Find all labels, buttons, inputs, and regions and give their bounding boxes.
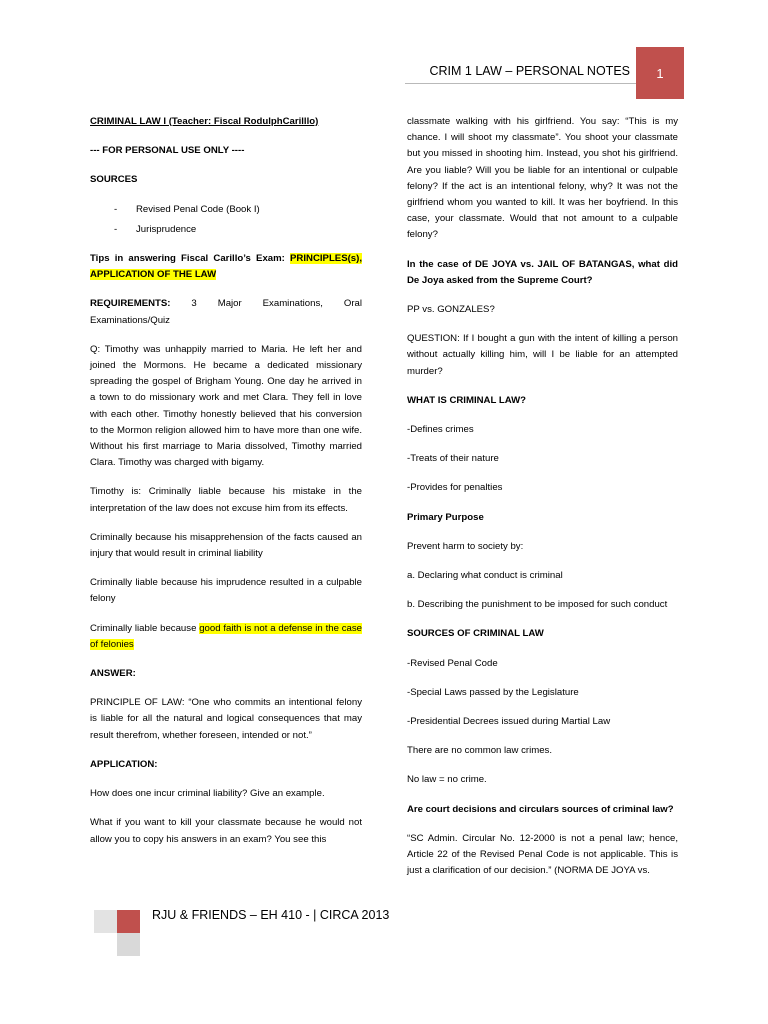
gun-question: QUESTION: If I bought a gun with the intent of killing a person without actually killing him, will I be liable for an attempted murder? [407, 333, 678, 377]
page-number: 1 [656, 65, 664, 81]
continuation-paragraph: classmate walking with his girlfriend. You say: “This is my chance. I will shoot my classmate”. You shoot your classmate but you missed in shooting him. Instead, you shot his girlfriend. Are you liable? Will you be liable for an intentional or culpable felony? If the act is an intentional felony, why? It was not the girlfriend whom you wanted to kill. It was her boyfriend. In this case, your classmate. Would that not amount to a culpable felony? [407, 116, 678, 241]
answer-option-3: Criminally liable because his imprudence resulted in a culpable felony [90, 577, 362, 605]
definition-item: -Treats of their nature [407, 453, 499, 465]
sc-circular: “SC Admin. Circular No. 12-2000 is not a penal law; hence, Article 22 of the Revised Penal Code is not applicable. This is just a clarification of our decision.” (NORMA DE JOYA vs. [407, 832, 678, 877]
footer-square-gray-1 [94, 910, 117, 933]
purpose-b: b. Describing the punishment to be imposed for such conduct [407, 599, 668, 611]
sources-of-criminal-law-heading: SOURCES OF CRIMINAL LAW [407, 628, 544, 640]
footer-square-gray-2 [117, 933, 140, 956]
answer-option-1: Timothy is: Criminally liable because his mistake in the interpretation of the law does not excuse him from its effects. [90, 486, 362, 514]
de-joya-question: In the case of DE JOYA vs. JAIL OF BATANGAS, what did De Joya asked from the Supreme Court? [407, 258, 678, 286]
header-divider [405, 83, 636, 84]
pp-gonzales: PP vs. GONZALES? [407, 304, 495, 316]
source-item: -Presidential Decrees issued during Martial Law [407, 716, 611, 728]
requirements [90, 296, 362, 328]
sources-list [90, 202, 362, 238]
exam-tips [90, 251, 362, 283]
sources-heading: SOURCES [90, 174, 138, 186]
primary-purpose-heading: Primary Purpose [407, 511, 484, 523]
exam-tips-highlight: PRINCIPLES(s), APPLICATION OF THE LAW [90, 253, 362, 281]
list-item: - Revised Penal Code (Book I) [90, 202, 362, 218]
requirements-label: REQUIREMENTS: [90, 298, 171, 310]
what-is-criminal-law-heading: WHAT IS CRIMINAL LAW? [407, 394, 527, 406]
answer-option-4-text: Criminally liable because [90, 622, 200, 634]
no-common-law: There are no common law crimes. [407, 745, 553, 757]
how-question: How does one incur criminal liability? Give an example. [90, 788, 325, 800]
definition-item: -Provides for penalties [407, 482, 503, 494]
purpose-a: a. Declaring what conduct is criminal [407, 570, 563, 582]
footer-text: RJU & FRIENDS – EH 410 - | CIRCA 2013 [152, 908, 390, 922]
source-item: -Revised Penal Code [407, 657, 498, 669]
answer-option-2: Criminally because his misapprehension of the facts caused an injury that would result in criminal liability [90, 531, 362, 560]
prevent-harm: Prevent harm to society by: [407, 540, 524, 552]
answer-heading: ANSWER: [90, 668, 136, 680]
answer-option-4-highlight: good faith is not a defense in the case of felonies [90, 622, 362, 650]
right-column [407, 114, 678, 893]
course-title: CRIMINAL LAW I (Teacher: Fiscal RodulphCarilllo) [90, 116, 319, 127]
exam-tips-label: Tips in answering Fiscal Carillo’s Exam: [90, 253, 291, 265]
source-item: -Special Laws passed by the Legislature [407, 686, 579, 698]
no-law-no-crime: No law = no crime. [407, 774, 487, 786]
left-column [90, 114, 362, 861]
what-if-paragraph: What if you want to kill your classmate because he would not allow you to copy his answers in an exam? You see this [90, 817, 362, 845]
footer-square-red [117, 910, 140, 933]
personal-use-note: --- FOR PERSONAL USE ONLY ---- [90, 145, 245, 157]
page-number-box [636, 47, 684, 99]
requirements-text: 3 Major Examinations, Oral Examinations/Quiz [90, 298, 362, 326]
application-heading: APPLICATION: [90, 758, 158, 770]
principle-of-law: PRINCIPLE OF LAW: “One who commits an intentional felony is liable for all the natural and logical consequences that may result therefrom, whether foreseen, intended or not.” [90, 697, 362, 741]
list-item: - Jurisprudence [90, 222, 362, 238]
question-paragraph: Q: Timothy was unhappily married to Maria. He left her and joined the Mormons. He became a dedicated missionary spreading the gospel of Brigham Young. One day he arrived in a town to do missionary work and met Clara. They fell in love with each other. Timothy honestly believed that his conversion to the Mormon religion allowed him to have more than one wife. Without his first marriage to Maria dissolved, Timothy married Clara. Timothy was charged with bigamy. [90, 343, 362, 469]
answer-option-4 [90, 621, 362, 653]
court-decisions-question: Are court decisions and circulars sources of criminal law? [407, 803, 674, 815]
definition-item: -Defines crimes [407, 424, 474, 436]
header-title: CRIM 1 LAW – PERSONAL NOTES [429, 64, 630, 78]
